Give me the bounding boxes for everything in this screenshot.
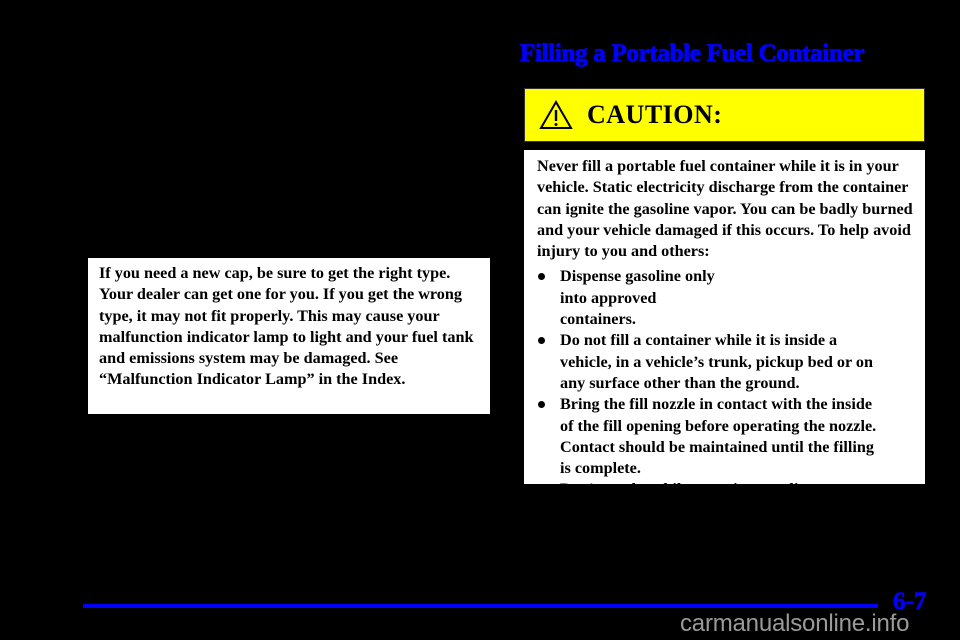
bullet-text: Do not fill a container while it is inside a vehicle, in a vehicle’s trunk, pickup bed or on any surface other than the ground. <box>560 331 873 392</box>
bullet-text: Bring the fill nozzle in contact with the inside of the fill opening before operating the nozzle. Contact should be maintained until the filling is complete. <box>560 395 877 478</box>
caution-header <box>524 88 925 142</box>
list-item <box>537 330 915 394</box>
section-title: Filling a Portable Fuel Container <box>520 40 865 67</box>
bullet-text: Don’t smoke while pumping gasoline. <box>560 480 819 499</box>
page-number: 6-7 <box>893 588 927 615</box>
footer-rule <box>83 604 878 608</box>
caution-bullet-list <box>537 266 915 500</box>
cap-note-box <box>88 258 490 414</box>
bullet-icon <box>538 337 545 344</box>
bullet-icon <box>538 273 545 280</box>
caution-label: CAUTION: <box>587 100 723 129</box>
list-item <box>537 479 915 500</box>
cap-note-text: If you need a new cap, be sure to get the right type. Your dealer can get one for you. If you get the wrong type, it may not fit properly. This may cause your malfunction indicator lamp to light and your fuel tank and emissions system may be damaged. See “Malfunction Indicator Lamp” in the Index. <box>99 264 474 389</box>
warning-triangle-icon <box>539 100 573 130</box>
bullet-text: Dispense gasoline only into approved containers. <box>560 267 715 329</box>
watermark: carmanualsonline.info <box>680 610 910 637</box>
bullet-icon <box>538 486 545 493</box>
caution-body <box>524 150 925 499</box>
list-item <box>537 394 915 479</box>
bullet-icon <box>538 401 545 408</box>
list-item <box>537 266 915 330</box>
caution-intro: Never fill a portable fuel container while it is in your vehicle. Static electricity discharge from the container can ignite the gasoline vapor. You can be badly burned and your vehicle damaged if this occurs. To help avoid injury to you and others: <box>537 157 913 261</box>
